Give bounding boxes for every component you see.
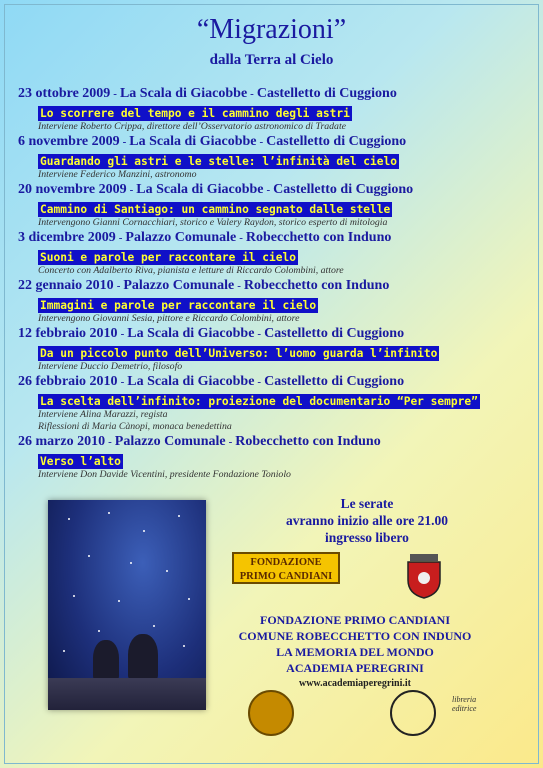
event-place: Castelletto di Cuggiono [266, 134, 407, 149]
event-item: 12 febbraio 2010 - La Scala di Giacobbe - Castelletto di Cuggiono Da un piccolo punto dell’Universo: l’uomo guarda l’infinito Interviene Duccio Demetrio, filosofo [18, 326, 533, 374]
event-info [232, 495, 502, 546]
event-date: 22 gennaio 2010 [18, 278, 114, 293]
municipal-crest-icon [404, 552, 444, 600]
event-topic: Da un piccolo punto dell’Universo: l’uomo guarda l’infinito [40, 347, 438, 360]
event-item: 26 marzo 2010 - Palazzo Comunale - Robecchetto con Induno Verso l’alto Interviene Don Davide Vicentini, presidente Fondazione Toniolo [18, 434, 533, 482]
event-topic: Guardando gli astri e le stelle: l’infinità del cielo [40, 155, 397, 168]
event-place: Castelletto di Cuggiono [256, 86, 397, 101]
event-note: Interviene Duccio Demetrio, filosofo [38, 361, 183, 372]
fondazione-box-line: PRIMO CANDIANI [239, 571, 333, 582]
event-date: 26 febbraio 2010 [18, 374, 118, 389]
event-item: 23 ottobre 2009 - La Scala di Giacobbe - Castelletto di Cuggiono Lo scorrere del tempo e il cammino degli astri Interviene Roberto Crippa, direttore dell’Osservatorio astronomico di Tradate [18, 86, 533, 134]
event-item: 3 dicembre 2009 - Palazzo Comunale - Robecchetto con Induno Suoni e parole per raccontare il cielo Concerto con Adalberto Riva, pianista e letture di Riccardo Colombini, attore [18, 230, 533, 278]
event-topic: La scelta dell’infinito: proiezione del documentario “Per sempre” [40, 395, 478, 408]
event-venue: Palazzo Comunale [114, 434, 226, 449]
event-date: 20 novembre 2009 [18, 182, 127, 197]
academia-peregrini-logo [248, 690, 294, 736]
event-place: Castelletto di Cuggiono [264, 374, 405, 389]
event-note: Concerto con Adalberto Riva, pianista e letture di Riccardo Colombini, attore [38, 265, 344, 276]
event-date: 3 dicembre 2009 [18, 230, 116, 245]
event-item: 20 novembre 2009 - La Scala di Giacobbe - Castelletto di Cuggiono Cammino di Santiago: un cammino segnato dalle stelle Intervengono Gianni Cornacchiari, storico e Valery Raydon, storico esperto di mitologia [18, 182, 533, 230]
website-link[interactable]: www.academiaperegrini.it [298, 678, 412, 689]
fondazione-logo-box [232, 552, 340, 584]
event-venue: La Scala di Giacobbe [119, 86, 248, 101]
event-note: Intervengono Giovanni Sesia, pittore e Riccardo Colombini, attore [38, 313, 300, 324]
event-venue: La Scala di Giacobbe [136, 182, 264, 197]
page-subtitle: dalla Terra al Cielo [209, 52, 334, 68]
event-note: Interviene Alina Marazzi, regista [38, 409, 168, 420]
event-topic: Immagini e parole per raccontare il cielo [40, 299, 317, 312]
event-item: 26 febbraio 2010 - La Scala di Giacobbe - Castelletto di Cuggiono La scelta dell’infinito: proiezione del documentario “Per sempre” Interviene Alina Marazzi, regista Riflessioni di Maria Cànopi, monaca benedettina [18, 374, 533, 434]
event-place: Castelletto di Cuggiono [273, 182, 414, 197]
event-place: Robecchetto con Induno [243, 278, 390, 293]
stargazing-illustration [48, 500, 206, 710]
sponsor-name: FONDAZIONE PRIMO CANDIANI [259, 613, 450, 627]
event-note: Intervengono Gianni Cornacchiari, storico e Valery Raydon, storico esperto di mitologia [38, 217, 388, 228]
event-topic: Verso l’alto [40, 455, 121, 468]
event-venue: Palazzo Comunale [123, 278, 235, 293]
event-place: Robecchetto con Induno [245, 230, 392, 245]
event-date: 26 marzo 2010 [18, 434, 106, 449]
event-topic: Cammino di Santiago: un cammino segnato dalle stelle [40, 203, 391, 216]
info-line: ingresso libero [325, 530, 409, 545]
sponsor-name: LA MEMORIA DEL MONDO [276, 645, 434, 659]
event-note: Interviene Roberto Crippa, direttore dell’Osservatorio astronomico di Tradate [38, 121, 347, 132]
fondazione-box-line: FONDAZIONE [250, 557, 322, 568]
page-title: “Migrazioni” [196, 14, 347, 45]
event-date: 12 febbraio 2010 [18, 326, 118, 341]
info-line: Le serate [340, 496, 394, 511]
event-place: Robecchetto con Induno [235, 434, 381, 449]
event-note: Riflessioni di Maria Cànopi, monaca benedettina [38, 421, 232, 432]
event-topic: Suoni e parole per raccontare il cielo [40, 251, 296, 264]
event-item: 22 gennaio 2010 - Palazzo Comunale - Robecchetto con Induno Immagini e parole per raccontare il cielo Intervengono Giovanni Sesia, pittore e Riccardo Colombini, attore [18, 278, 533, 326]
event-place: Castelletto di Cuggiono [264, 326, 405, 341]
event-list [18, 86, 533, 482]
sponsor-list [200, 612, 510, 692]
memoria-del-mondo-logo [390, 690, 436, 736]
sponsor-name: COMUNE ROBECCHETTO CON INDUNO [238, 629, 472, 643]
info-line: avranno inizio alle ore 21.00 [285, 513, 449, 528]
event-note: Interviene Federico Manzini, astronomo [38, 169, 197, 180]
event-item: 6 novembre 2009 - La Scala di Giacobbe - Castelletto di Cuggiono Guardando gli astri e le stelle: l’infinità del cielo Interviene Federico Manzini, astronomo [18, 134, 533, 182]
event-venue: La Scala di Giacobbe [127, 374, 255, 389]
event-date: 6 novembre 2009 [18, 134, 120, 149]
event-venue: La Scala di Giacobbe [129, 134, 257, 149]
event-topic: Lo scorrere del tempo e il cammino degli astri [40, 107, 350, 120]
sponsor-name: ACADEMIA PEREGRINI [286, 661, 424, 675]
event-venue: Palazzo Comunale [125, 230, 237, 245]
event-note: Interviene Don Davide Vicentini, presidente Fondazione Toniolo [38, 469, 291, 480]
logo2-caption: libreria editrice [452, 695, 477, 713]
event-venue: La Scala di Giacobbe [127, 326, 255, 341]
event-date: 23 ottobre 2009 [18, 86, 111, 101]
